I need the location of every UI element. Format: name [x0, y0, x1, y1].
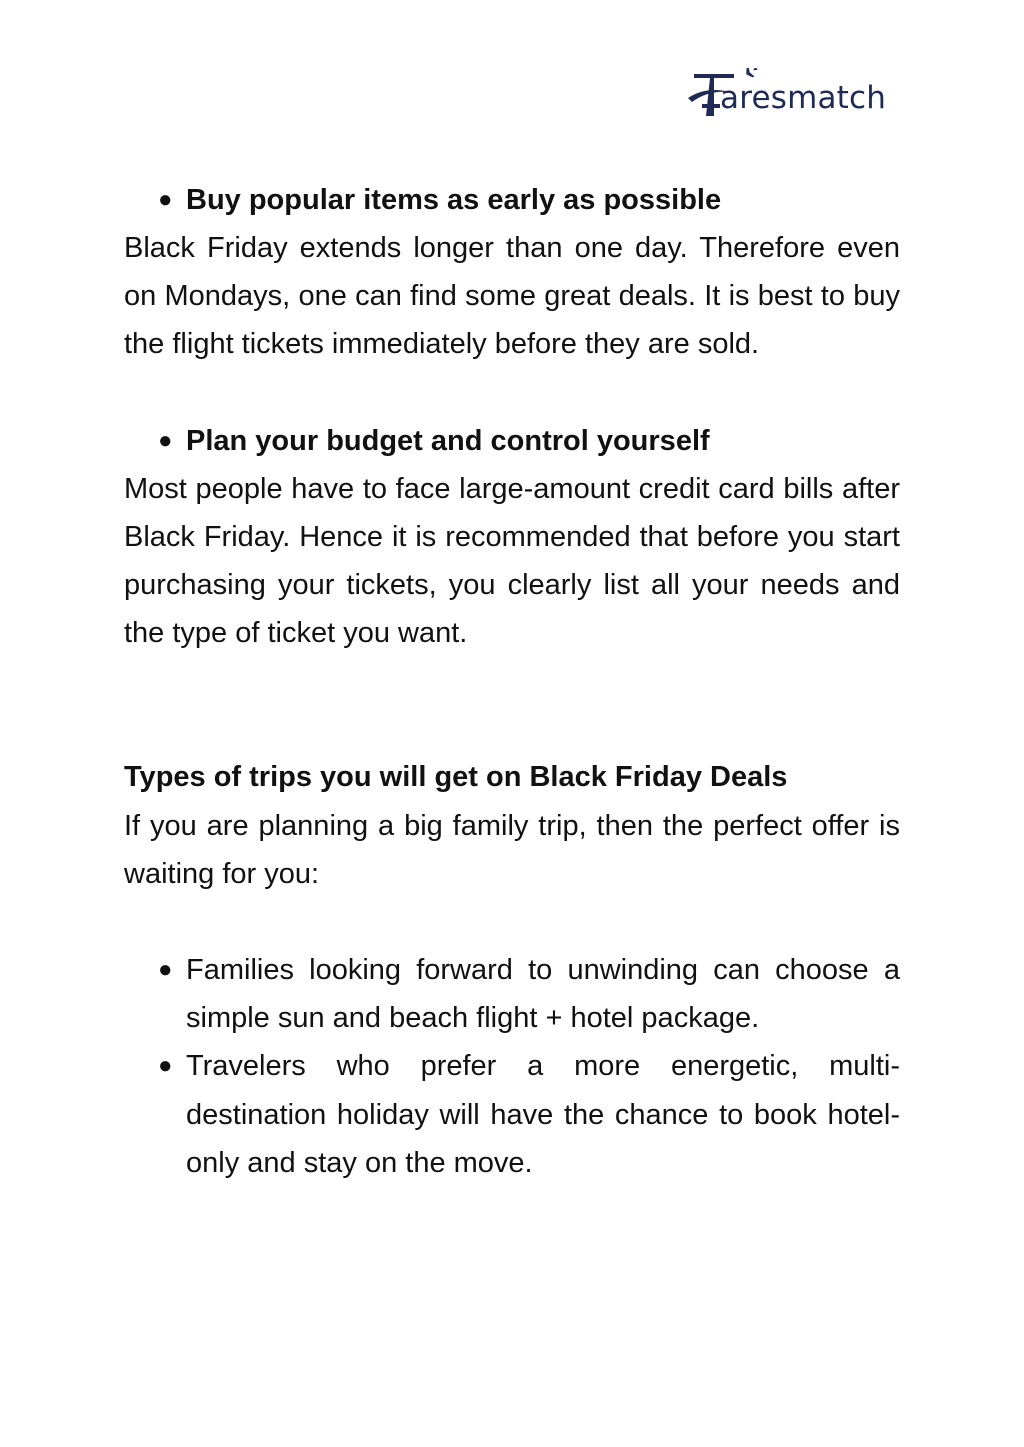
section-heading-budget [124, 417, 900, 465]
section-heading-text: Plan your budget and control yourself [186, 424, 710, 457]
list-item [124, 946, 900, 1042]
faresmatch-logo [686, 68, 901, 122]
bullet-icon: ● [158, 426, 173, 454]
bullet-icon: ● [158, 186, 173, 213]
list-item-text: Families looking forward to unwinding can choose a simple sun and beach flight + hotel package. [186, 954, 900, 1035]
section-body-budget: Most people have to face large-amount credit card bills after Black Friday. Hence it is recommended that before you start purchasing your tickets, you clearly list all your needs and the type of ticket you want. [124, 472, 900, 650]
bullet-icon: ● [158, 956, 173, 984]
document-content [124, 176, 900, 1187]
section-heading-buy-early [124, 176, 900, 224]
list-item-text: Travelers who prefer a more energetic, multi-destination holiday will have the chance to book hotel-only and stay on the move. [186, 1050, 900, 1179]
trips-list [124, 946, 900, 1187]
section-body-buy-early: Black Friday extends longer than one day. Therefore even on Mondays, one can find some great deals. It is best to buy the flight tickets immediately before they are sold. [124, 232, 900, 361]
bullet-icon: ● [158, 1052, 173, 1080]
trips-heading: Types of trips you will get on Black Friday Deals [124, 761, 788, 794]
section-heading-text: Buy popular items as early as possible [186, 184, 722, 216]
trips-intro: If you are planning a big family trip, then the perfect offer is waiting for you: [124, 809, 900, 890]
list-item [124, 1042, 900, 1187]
logo-wordmark: aresmatch [720, 80, 887, 116]
